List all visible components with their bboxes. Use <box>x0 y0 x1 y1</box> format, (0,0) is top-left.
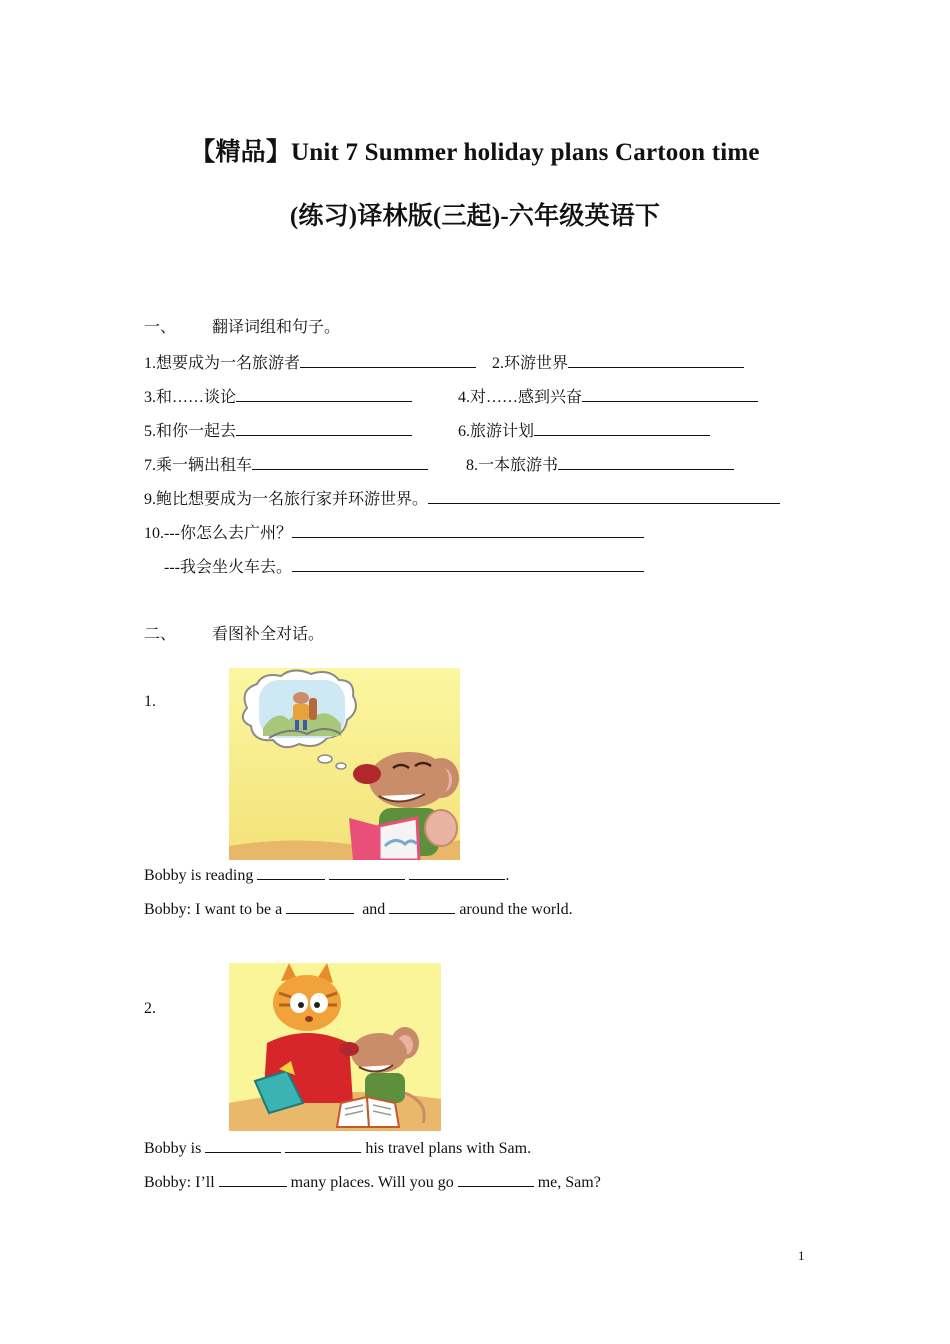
item-2-blank[interactable] <box>568 352 744 368</box>
section1-row-3 <box>144 420 412 442</box>
q2-blank-2[interactable] <box>285 1137 361 1153</box>
question-2-line-1 <box>144 1137 531 1159</box>
question-1-number: 1. <box>144 693 156 710</box>
q1-blank-4[interactable] <box>286 898 354 914</box>
section1-row-6 <box>144 522 644 544</box>
q1-blank-1[interactable] <box>257 864 325 880</box>
question-2-line-2 <box>144 1171 601 1193</box>
item-10-blank[interactable] <box>292 522 644 538</box>
cartoon-picture-1 <box>229 668 460 860</box>
item-7-label: 7.乘一辆出租车 <box>144 457 253 474</box>
section2-heading <box>144 625 324 645</box>
document-title-line1: 【精品】Unit 7 Summer holiday plans Cartoon time <box>190 139 760 166</box>
item-1-label: 1.想要成为一名旅游者 <box>144 355 301 372</box>
item-9-blank[interactable] <box>428 488 780 504</box>
q2-line2-end: me, Sam? <box>537 1174 601 1191</box>
section1-row-1b <box>492 352 744 374</box>
q2-line1-start: Bobby is <box>144 1140 202 1157</box>
section1-row-4 <box>144 454 428 476</box>
q1-line2-end: around the world. <box>459 901 573 918</box>
section1-row-7 <box>164 556 644 578</box>
item-1-blank[interactable] <box>300 352 476 368</box>
q2-blank-3[interactable] <box>219 1171 287 1187</box>
item-3-blank[interactable] <box>236 386 412 402</box>
section1-row-1 <box>144 352 476 374</box>
section1-row-2 <box>144 386 412 408</box>
q1-blank-5[interactable] <box>389 898 455 914</box>
question-2-number: 2. <box>144 1000 156 1017</box>
item-10b-label: ---我会坐火车去。 <box>164 559 292 576</box>
q1-blank-3[interactable] <box>409 864 505 880</box>
q1-line1-start: Bobby is reading <box>144 867 254 884</box>
section2-heading-text: 看图补全对话。 <box>212 626 325 643</box>
item-7-blank[interactable] <box>252 454 428 470</box>
cat-and-mouse-illustration <box>229 963 441 1131</box>
section1-row-4b <box>466 454 734 476</box>
mouse-reading-illustration <box>229 668 460 860</box>
q1-blank-2[interactable] <box>329 864 405 880</box>
question-1-line-1 <box>144 864 509 886</box>
section1-row-5 <box>144 488 780 510</box>
question-1-line-2 <box>144 898 573 920</box>
item-5-blank[interactable] <box>236 420 412 436</box>
item-4-label: 4.对……感到兴奋 <box>458 389 583 406</box>
item-4-blank[interactable] <box>582 386 758 402</box>
item-10b-blank[interactable] <box>292 556 644 572</box>
q2-line2-start: Bobby: I’ll <box>144 1174 215 1191</box>
section1-number: 一、 <box>144 319 177 336</box>
item-3-label: 3.和……谈论 <box>144 389 237 406</box>
section1-row-2b <box>458 386 758 408</box>
item-10-label: 10.---你怎么去广州？ <box>144 525 292 542</box>
section1-row-3b <box>458 420 710 442</box>
q1-line2-start: Bobby: I want to be a <box>144 901 283 918</box>
page-number: 1 <box>798 1248 805 1263</box>
q1-line1-end: . <box>505 867 510 884</box>
q2-line2-mid: many places. Will you go <box>290 1174 454 1191</box>
item-8-blank[interactable] <box>558 454 734 470</box>
q2-blank-1[interactable] <box>205 1137 281 1153</box>
document-title-line2: (练习)译林版(三起)-六年级英语下 <box>289 203 661 230</box>
item-6-blank[interactable] <box>534 420 710 436</box>
item-9-label: 9.鲍比想要成为一名旅行家并环游世界。 <box>144 491 429 508</box>
section1-heading-text: 翻译词组和句子。 <box>212 319 341 336</box>
section1-heading <box>144 318 340 338</box>
q2-blank-4[interactable] <box>458 1171 534 1187</box>
item-5-label: 5.和你一起去 <box>144 423 237 440</box>
q2-line1-end: his travel plans with Sam. <box>365 1140 532 1157</box>
item-8-label: 8.一本旅游书 <box>466 457 559 474</box>
item-6-label: 6.旅游计划 <box>458 423 535 440</box>
q1-line2-mid: and <box>362 901 386 918</box>
section2-number: 二、 <box>144 626 177 643</box>
item-2-label: 2.环游世界 <box>492 355 569 372</box>
cartoon-picture-2 <box>229 963 441 1131</box>
